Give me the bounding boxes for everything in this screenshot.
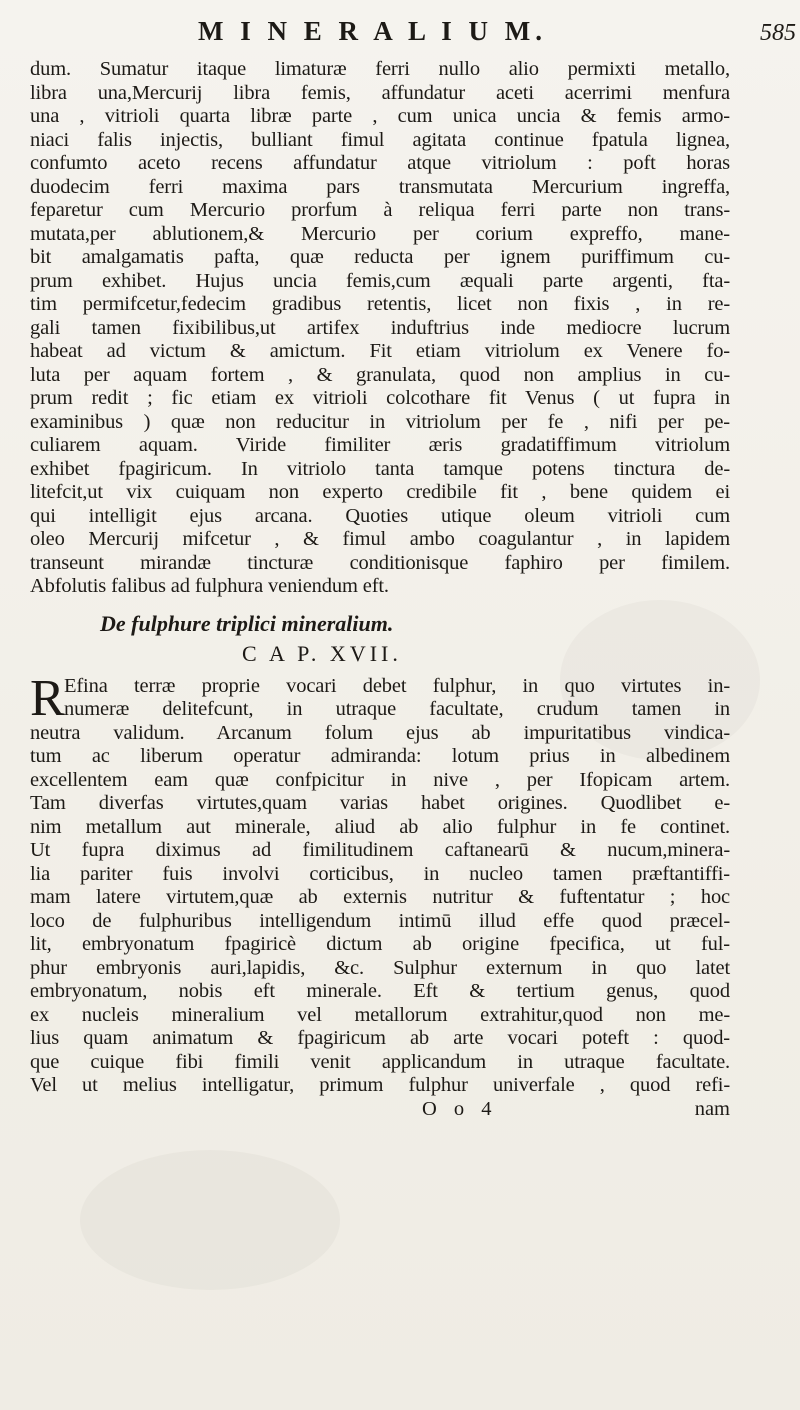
text-line: duodecim ferri maxima pars transmutata Mercurium ingreffa,: [30, 175, 730, 198]
text-line: mutata,per ablutionem,& Mercurio per corium expreffo, mane-: [30, 222, 730, 245]
page-number: 585: [760, 20, 796, 46]
text-line: oleo Mercurij mifcetur , & fimul ambo coagulantur , in lapidem: [30, 528, 730, 550]
text-line: lius quam animatum & fpagiricum ab arte vocari poteft : quod-: [30, 1027, 730, 1049]
running-title: M I N E R A L I U M.: [198, 16, 548, 46]
chapter-title: C A P. XVII.: [242, 640, 402, 666]
text-line: confumto aceto recens affundatur atque vitriolum : poft horas: [30, 152, 730, 174]
text-line: lia pariter fuis involvi corticibus, in nucleo tamen præftantiffi-: [30, 862, 730, 885]
text-line: tum ac liberum operatur admiranda: lotum prius in albedinem: [30, 745, 730, 767]
text-line: que cuique fibi fimili venit applicandum in utraque facultate.: [30, 1050, 730, 1073]
text-line: prum exhibet. Hujus uncia femis,cum æquali parte argenti, fta-: [30, 269, 730, 292]
text-line: Vel ut melius intelligatur, primum fulphur univerfale , quod refi-: [30, 1074, 730, 1096]
text-line: embryonatum, nobis eft minerale. Eft & tertium genus, quod: [30, 980, 730, 1002]
text-line: mam latere virtutem,quæ ab externis nutritur & fuftentatur ; hoc: [30, 886, 730, 908]
text-line: tim permifcetur,fedecim gradibus retentis, licet non fixis , in re-: [30, 293, 730, 315]
text-line: Tam diverfas virtutes,quam varias habet origines. Quodlibet e-: [30, 792, 730, 814]
text-line: loco de fulphuribus intelligendum intimū illud effe quod præcel-: [30, 909, 730, 932]
text-line: lit, embryonatum fpagiricè dictum ab origine fpecifica, ut ful-: [30, 933, 730, 955]
text-line: neutra validum. Arcanum folum ejus ab impuritatibus vindica-: [30, 721, 730, 744]
catchword: nam: [694, 1097, 730, 1120]
text-line: habeat ad victum & amictum. Fit etiam vitriolum ex Venere fo-: [30, 340, 730, 362]
drop-cap: R: [30, 669, 65, 727]
text-line: gali tamen fixibilibus,ut artifex induftrius inde mediocre lucrum: [30, 316, 730, 339]
main-text: [30, 58, 730, 1121]
text-line: examinibus ) quæ non reducitur in vitriolum per fe , nifi per pe-: [30, 410, 730, 433]
text-line: libra una,Mercurij libra femis, affundatur aceti acerrimi menfura: [30, 81, 730, 104]
text-line: Ut fupra diximus ad fimilitudinem caftanearū & nucum,minera-: [30, 839, 730, 861]
text-line: bit amalgamatis pafta, quæ reducta per ignem puriffimum cu-: [30, 246, 730, 268]
text-line: nim metallum aut minerale, aliud ab alio fulphur in fe continet.: [30, 815, 730, 838]
signature-mark: O o 4: [422, 1097, 498, 1120]
text-line: feparetur cum Mercurio prorfum à reliqua ferri parte non trans-: [30, 199, 730, 221]
text-line: una , vitrioli quarta libræ parte , cum unica uncia & femis armo-: [30, 105, 730, 127]
text-line: exhibet fpagiricum. In vitriolo tanta tamque potens tinctura de-: [30, 457, 730, 480]
text-line: excellentem eam quæ confpicitur in nive , per Ifopicam artem.: [30, 768, 730, 791]
text-line: ex nucleis mineralium vel metallorum extrahitur,quod non me-: [30, 1003, 730, 1026]
text-line: prum redit ; fic etiam ex vitrioli colcothare fit Venus ( ut fupra in: [30, 387, 730, 409]
running-head: [30, 16, 800, 56]
text-line: culiarem aquam. Viride fimiliter æris gradatiffimum vitriolum: [30, 434, 730, 456]
paragraph-2: [30, 669, 730, 1098]
page-footer: [30, 1098, 730, 1122]
text-line: qui intelligit ejus arcana. Quoties utique oleum vitrioli cum: [30, 504, 730, 527]
text-line: Efina terræ proprie vocari debet fulphur, in quo virtutes in-: [64, 674, 730, 697]
section-title: De fulphure triplici mineralium.: [100, 610, 394, 636]
text-line: luta per aquam fortem , & granulata, quod non amplius in cu-: [30, 363, 730, 386]
paper-stain: [80, 1150, 340, 1290]
text-line: Abfolutis falibus ad fulphura veniendum eft.: [30, 575, 389, 597]
text-line: dum. Sumatur itaque limaturæ ferri nullo alio permixti metallo,: [30, 58, 730, 80]
text-line: transeunt mirandæ tincturæ conditionisque faphiro per fimilem.: [30, 551, 730, 574]
paragraph-1: [30, 58, 730, 599]
text-line: litefcit,ut vix cuiquam non experto credibile fit , bene quidem ei: [30, 481, 730, 503]
text-line: phur embryonis auri,lapidis, &c. Sulphur externum in quo latet: [30, 956, 730, 979]
text-line: numeræ delitefcunt, in utraque facultate, crudum tamen in: [64, 698, 730, 720]
text-line: niaci falis injectis, bulliant fimul agitata continue fpatula lignea,: [30, 128, 730, 151]
